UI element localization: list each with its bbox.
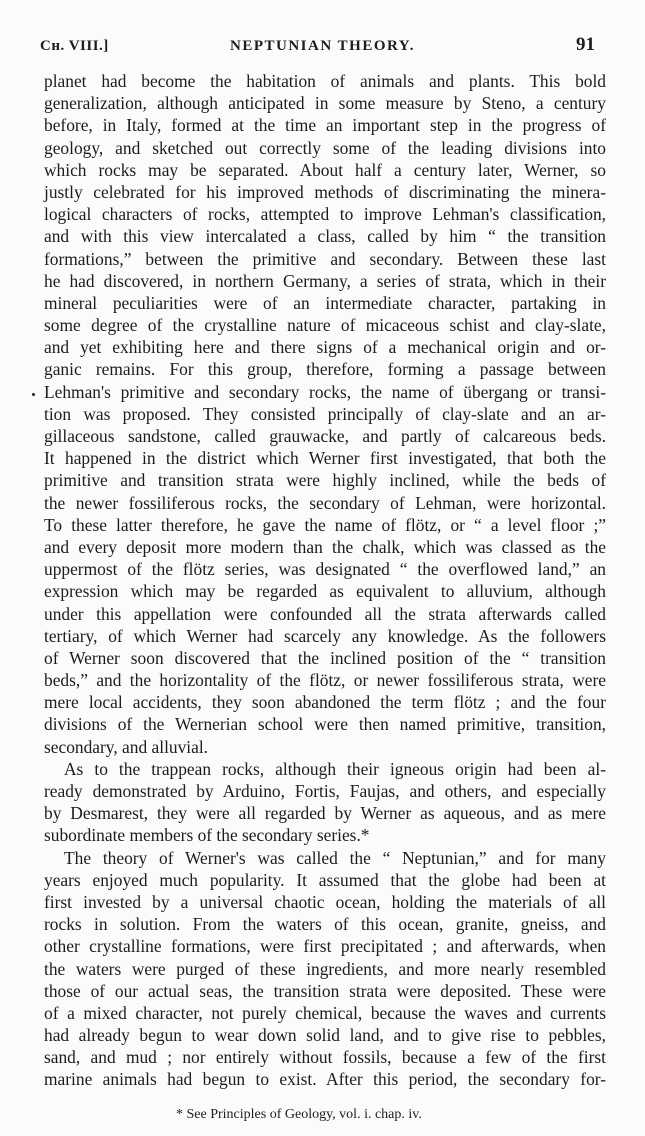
text-line: some degree of the crystalline nature of micaceous schist and clay-slate, bbox=[44, 315, 606, 336]
text-line: those of our actual seas, the transition strata were deposited. These were bbox=[44, 980, 606, 1001]
chapter-label: Cʜ. VIII.] bbox=[40, 38, 109, 54]
text-line: As to the trappean rocks, although their igneous origin had been al- bbox=[64, 758, 606, 779]
text-line: geology, and sketched out correctly some of the leading divisions into bbox=[44, 137, 606, 158]
text-line: formations,” between the primitive and secondary. Between these last bbox=[44, 248, 606, 269]
text-line: marine animals had begun to exist. After this period, the secondary for- bbox=[44, 1069, 606, 1090]
text-line: divisions of the Wernerian school were then named primitive, transition, bbox=[44, 714, 606, 735]
text-line: and every deposit more modern than the chalk, which was classed as the bbox=[44, 536, 606, 557]
text-line: and yet exhibiting here and there signs of a mechanical origin and or- bbox=[44, 337, 606, 358]
text-line: had already begun to wear down solid land, and to give rise to pebbles, bbox=[44, 1025, 606, 1046]
text-line: Lehman's primitive and secondary rocks, the name of übergang or transi- bbox=[44, 381, 606, 402]
text-line: gillaceous sandstone, called grauwacke, and partly of calcareous beds. bbox=[44, 426, 606, 446]
text-line: the waters were purged of these ingredients, and more nearly resembled bbox=[44, 958, 606, 979]
text-line: generalization, although anticipated in some measure by Steno, a century bbox=[44, 93, 606, 114]
body-text bbox=[44, 70, 606, 1091]
text-line: mineral peculiarities were of an intermediate character, partaking in bbox=[44, 292, 606, 313]
text-line: expression which may be regarded as equivalent to alluvium, although bbox=[44, 581, 606, 602]
text-line: subordinate members of the secondary series.* bbox=[44, 825, 370, 846]
text-line: primitive and transition strata were highly inclined, while the beds of bbox=[44, 470, 606, 491]
text-line: he had discovered, in northern Germany, a series of strata, which in their bbox=[44, 270, 606, 291]
text-line: It happened in the district which Werner first investigated, that both the bbox=[44, 448, 606, 469]
footnote: * See Principles of Geology, vol. i. chap. iv. bbox=[176, 1107, 422, 1122]
text-line: the newer fossiliferous rocks, the secondary of Lehman, were horizontal. bbox=[44, 492, 606, 513]
text-line: and with this view intercalated a class, called by him “ the transition bbox=[44, 226, 606, 247]
text-line: by Desmarest, they were all regarded by Werner as aqueous, and as mere bbox=[44, 803, 606, 824]
text-line: uppermost of the flötz series, was designated “ the overflowed land,” an bbox=[44, 559, 606, 580]
text-line: beds,” and the horizontality of the flötz, or newer fossiliferous strata, were bbox=[44, 670, 606, 691]
text-line: ready demonstrated by Arduino, Fortis, Faujas, and others, and especially bbox=[44, 781, 606, 801]
text-line: tertiary, of which Werner had scarcely any knowledge. As the followers bbox=[44, 625, 606, 646]
text-line: planet had become the habitation of animals and plants. This bold bbox=[44, 71, 606, 91]
margin-mark bbox=[32, 393, 35, 396]
page-title: NEPTUNIAN THEORY. bbox=[230, 38, 416, 54]
text-line: rocks in solution. From the waters of this ocean, granite, gneiss, and bbox=[44, 914, 606, 935]
text-line: under this appellation were confounded all the strata afterwards called bbox=[44, 603, 606, 624]
text-line: justly celebrated for his improved methods of discriminating the minera- bbox=[44, 181, 606, 202]
text-line: ganic remains. For this group, therefore, forming a passage between bbox=[44, 359, 606, 380]
text-line: tion was proposed. They consisted principally of clay-slate and an ar- bbox=[44, 403, 606, 424]
text-line: sand, and mud ; nor entirely without fossils, because a few of the first bbox=[44, 1047, 606, 1068]
text-line: first invested by a universal chaotic ocean, holding the materials of all bbox=[44, 891, 606, 912]
text-line: To these latter therefore, he gave the name of flötz, or “ a level floor ;” bbox=[44, 514, 606, 535]
text-line: which rocks may be separated. About half a century later, Werner, so bbox=[44, 159, 606, 180]
text-line: mere local accidents, they soon abandoned the term flötz ; and the four bbox=[44, 692, 606, 713]
text-line: logical characters of rocks, attempted to improve Lehman's classification, bbox=[44, 204, 606, 225]
text-line: of a mixed character, not purely chemical, because the waves and currents bbox=[44, 1002, 606, 1023]
text-line: secondary, and alluvial. bbox=[44, 736, 209, 757]
text-line: years enjoyed much popularity. It assumed that the globe had been at bbox=[44, 869, 606, 890]
text-line: of Werner soon discovered that the inclined position of the “ transition bbox=[44, 647, 606, 668]
text-line: before, in Italy, formed at the time an important step in the progress of bbox=[44, 115, 606, 136]
page-number: 91 bbox=[576, 34, 595, 55]
running-header bbox=[40, 34, 615, 60]
text-line: other crystalline formations, were first precipitated ; and afterwards, when bbox=[44, 936, 606, 957]
text-line: The theory of Werner's was called the “ Neptunian,” and for many bbox=[64, 847, 606, 868]
